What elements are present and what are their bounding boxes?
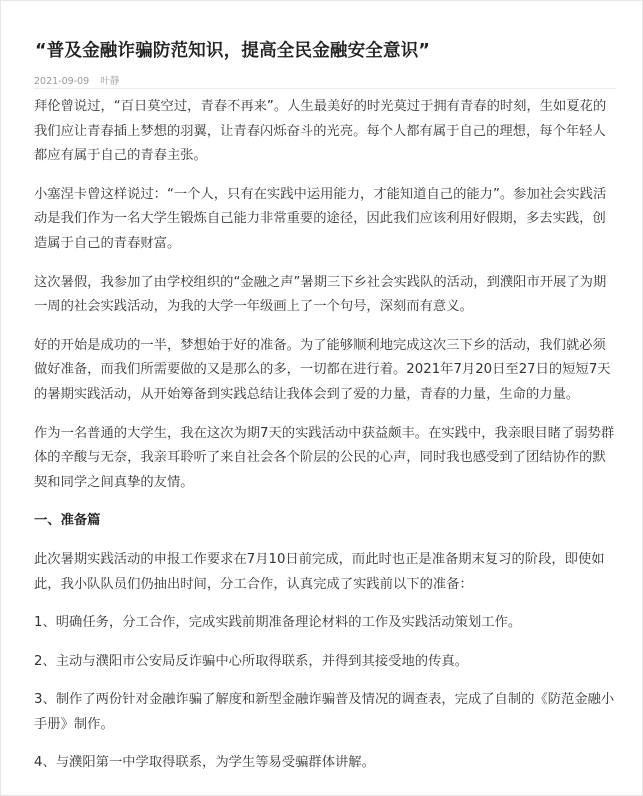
list-item: 1、明确任务，分工合作，完成实践前期准备理论材料的工作及实践活动策划工作。: [34, 615, 522, 631]
list-item: 4、与濮阳第一中学取得联系，为学生等易受骗群体讲解。: [34, 755, 375, 771]
body-paragraph: 好的开始是成功的一半，梦想始于好的准备。为了能够顺利地完成这次三下乡的活动，我们就必须做好准备，而我们所需要做的又是那么的多，一切都在进行着。2021年7月20日至27日的短短7天的暑期实践活动，从开始筹备到实践总结让我体会到了爱的力量，青春的力量，生命的力量。: [34, 337, 611, 402]
body-paragraph: 小塞涅卡曾这样说过：“一个人，只有在实践中运用能力，才能知道自己的能力”。参加社会实践活动是我们作为一名大学生锻炼自己能力非常重要的途径，因此我们应该利用好假期，多去实践，创造属于自己的青春财富。: [34, 186, 607, 251]
article-meta: [34, 73, 127, 87]
list-item: 2、主动与濮阳市公安局反诈骗中心所取得联系，并得到其接受地的传真。: [34, 653, 468, 669]
section-heading: 一、准备篇: [34, 513, 101, 529]
body-paragraph: 拜伦曾说过，“百日莫空过，青春不再来”。人生最美好的时光莫过于拥有青春的时刻，生如夏花的我们应让青春插上梦想的羽翼，让青春闪烁奋斗的光亮。每个人都有属于自己的理想，每个年轻人都应有属于自己的青春主张。: [34, 99, 607, 164]
article-body: [34, 95, 615, 790]
author-name: 叶靜: [100, 76, 120, 87]
body-paragraph: 这次暑假，我参加了由学校组织的“金融之声”暑期三下乡社会实践队的活动，到濮阳市开展了为期一周的社会实践活动，为我的大学一年级画上了一个句号，深刻而有意义。: [34, 274, 607, 315]
list-item: 3、制作了两份针对金融诈骗了解度和新型金融诈骗普及情况的调查表，完成了自制的《防范金融小手册》制作。: [34, 692, 615, 732]
article-title: “普及金融诈骗防范知识，提高全民金融安全意识”: [35, 41, 431, 61]
publish-date: 2021-09-09: [34, 76, 90, 87]
body-paragraph: 作为一名普通的大学生，我在这次为期7天的实践活动中获益颇丰。在实践中，我亲眼目睹了弱势群体的辛酸与无奈，我亲耳聆听了来自社会各个阶层的公民的心声，同时我也感受到了团结协作的默契和同学之间真挚的友情。: [34, 425, 615, 490]
title-divider: [34, 88, 616, 89]
body-paragraph: 此次暑期实践活动的申报工作要求在7月10日前完成，而此时也正是准备期末复习的阶段，即使如此，我小队队员们仍抽出时间，分工合作，认真完成了实践前以下的准备：: [34, 551, 605, 592]
